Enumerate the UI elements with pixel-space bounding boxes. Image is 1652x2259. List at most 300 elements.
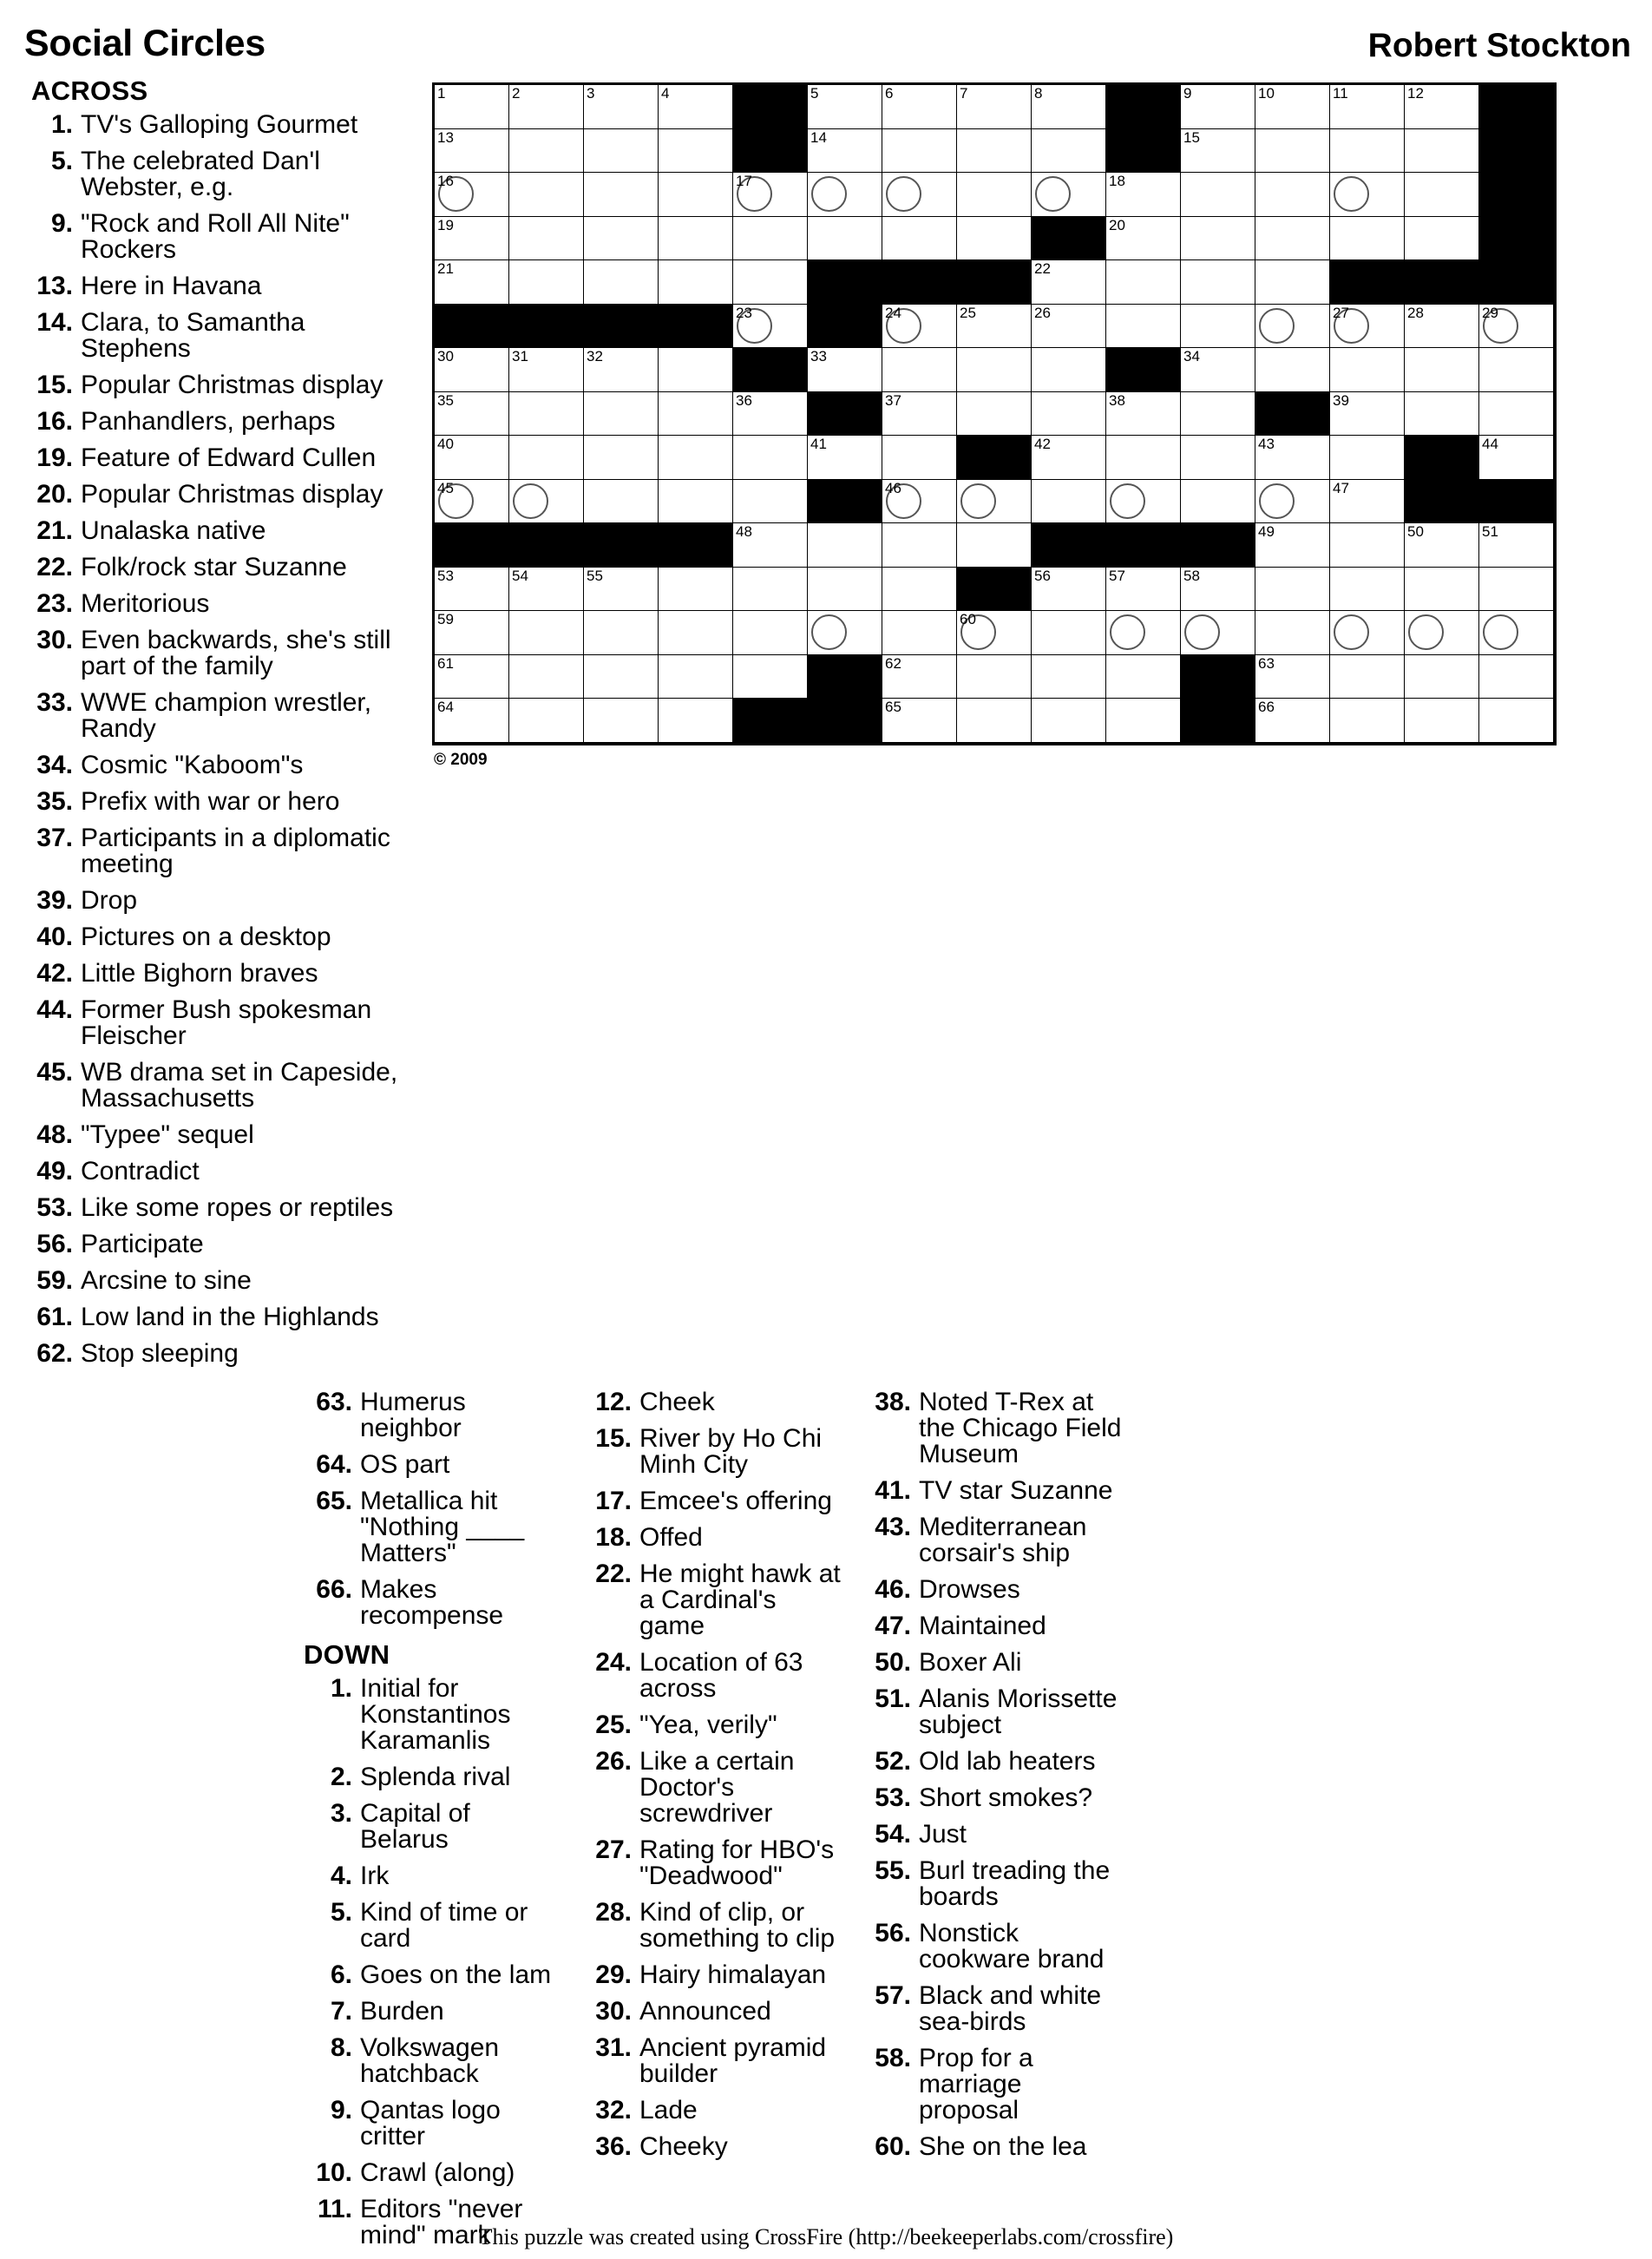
grid-cell[interactable] (957, 480, 1032, 524)
grid-cell[interactable] (733, 436, 808, 480)
grid-cell[interactable] (435, 436, 509, 480)
grid-cell[interactable] (1405, 699, 1479, 743)
grid-cell-number: 45 (437, 479, 454, 496)
grid-cell[interactable] (733, 655, 808, 699)
grid-cell[interactable] (509, 85, 584, 129)
clue-text: OS part (360, 1450, 450, 1479)
grid-cell[interactable] (1032, 568, 1106, 612)
grid-cell[interactable] (659, 260, 733, 305)
grid-cell[interactable] (1405, 611, 1479, 655)
grid-cell[interactable] (882, 611, 957, 655)
clue-text: "Rock and Roll All Nite" Rockers (81, 209, 350, 264)
grid-cell[interactable] (1405, 217, 1479, 261)
grid-cell-number: 30 (437, 348, 454, 364)
grid-cell[interactable] (1330, 129, 1405, 174)
clue-item (862, 1613, 1123, 1639)
clue-item (583, 1389, 843, 1415)
grid-cell[interactable] (957, 129, 1032, 174)
grid-cell-block (957, 568, 1032, 612)
grid-cell-block (1405, 480, 1479, 524)
grid-cell-number: 42 (1034, 436, 1051, 452)
grid-cell-block (435, 305, 509, 349)
grid-cell[interactable] (1255, 305, 1330, 349)
grid-cell[interactable] (957, 173, 1032, 217)
grid-cell[interactable] (1255, 699, 1330, 743)
grid-cell-number: 56 (1034, 567, 1051, 584)
clue-item (583, 2098, 843, 2124)
grid-cell[interactable] (509, 568, 584, 612)
grid-cell[interactable] (1181, 217, 1255, 261)
grid-cell[interactable] (584, 85, 659, 129)
grid-cell[interactable] (882, 217, 957, 261)
grid-cell[interactable] (1330, 568, 1405, 612)
circle-marker-icon (1259, 308, 1295, 344)
clue-text: Nonstick cookware brand (919, 1919, 1105, 1973)
grid-cell-block (808, 699, 882, 743)
grid-cell[interactable] (1405, 85, 1479, 129)
grid-cell[interactable] (1330, 699, 1405, 743)
grid-cell[interactable] (1255, 480, 1330, 524)
grid-cell[interactable] (1255, 568, 1330, 612)
grid-cell[interactable] (1405, 392, 1479, 437)
grid-cell[interactable] (435, 699, 509, 743)
grid-cell-number: 24 (885, 304, 901, 321)
clue-number: 61. (36, 1303, 73, 1331)
grid-cell-block (1479, 260, 1554, 305)
grid-cell[interactable] (1405, 348, 1479, 392)
grid-cell[interactable] (584, 480, 659, 524)
grid-cell-number: 47 (1333, 479, 1349, 496)
grid-cell[interactable] (1479, 655, 1554, 699)
clue-text: Black and white sea-birds (919, 1981, 1102, 2036)
clue-text: Kind of time or card (360, 1898, 528, 1953)
grid-cell[interactable] (584, 568, 659, 612)
grid-cell[interactable] (1405, 523, 1479, 568)
grid-cell[interactable] (882, 348, 957, 392)
grid-cell[interactable] (882, 699, 957, 743)
grid-cell[interactable] (584, 699, 659, 743)
grid-cell[interactable] (659, 655, 733, 699)
grid-cell[interactable] (509, 480, 584, 524)
grid-cell[interactable] (1479, 568, 1554, 612)
grid-cell-block (1479, 480, 1554, 524)
grid-cell-number: 28 (1407, 304, 1424, 321)
clue-text: Crawl (along) (360, 2158, 515, 2187)
clue-text: Just (919, 1820, 967, 1849)
grid-cell[interactable] (1479, 392, 1554, 437)
grid-cell[interactable] (1032, 85, 1106, 129)
down-clue-list-1 (304, 1676, 564, 2249)
grid-cell[interactable] (1255, 217, 1330, 261)
grid-cell[interactable] (584, 436, 659, 480)
grid-cell[interactable] (659, 392, 733, 437)
grid-cell-block (509, 523, 584, 568)
grid-cell[interactable] (509, 348, 584, 392)
grid-cell[interactable] (1330, 523, 1405, 568)
grid-cell[interactable] (435, 348, 509, 392)
grid-cell[interactable] (1032, 305, 1106, 349)
grid-cell[interactable] (1106, 392, 1181, 437)
grid-cell[interactable] (1330, 436, 1405, 480)
grid-cell-block (1032, 523, 1106, 568)
grid-cell[interactable] (1479, 523, 1554, 568)
clue-item (583, 1525, 843, 1551)
grid-cell[interactable] (509, 173, 584, 217)
grid-cell[interactable] (733, 260, 808, 305)
clue-text: Unalaska native (81, 516, 266, 545)
grid-cell-block (882, 260, 957, 305)
grid-cell[interactable] (1181, 260, 1255, 305)
grid-cell[interactable] (1405, 129, 1479, 174)
grid-cell[interactable] (733, 217, 808, 261)
grid-cell[interactable] (584, 348, 659, 392)
circle-marker-icon (1184, 614, 1220, 650)
grid-cell[interactable] (1255, 85, 1330, 129)
clue-item (24, 555, 416, 581)
clue-text: Popular Christmas display (81, 480, 384, 509)
grid-cell[interactable] (1106, 173, 1181, 217)
grid-cell[interactable] (1330, 480, 1405, 524)
clue-number: 9. (330, 2096, 352, 2124)
grid-cell-block (1181, 699, 1255, 743)
grid-cell[interactable] (1181, 348, 1255, 392)
grid-cell[interactable] (659, 173, 733, 217)
clue-item (583, 1488, 843, 1514)
clue-number: 15. (595, 1424, 632, 1453)
across-heading: ACROSS (31, 76, 148, 106)
author-name: Robert Stockton (1367, 27, 1631, 64)
grid-cell[interactable] (1032, 436, 1106, 480)
grid-cell[interactable] (957, 655, 1032, 699)
grid-cell[interactable] (1405, 173, 1479, 217)
clue-text: Contradict (81, 1157, 200, 1185)
clue-text: Hairy himalayan (639, 1960, 827, 1989)
grid-cell[interactable] (1106, 260, 1181, 305)
clue-item (304, 1999, 564, 2025)
grid-cell[interactable] (1255, 260, 1330, 305)
grid-cell-number: 29 (1482, 304, 1498, 321)
grid-cell[interactable] (882, 436, 957, 480)
grid-cell[interactable] (957, 348, 1032, 392)
grid-cell[interactable] (509, 260, 584, 305)
grid-cell[interactable] (808, 611, 882, 655)
grid-cell[interactable] (1330, 173, 1405, 217)
clue-number: 18. (595, 1523, 632, 1552)
grid-cell[interactable] (1181, 611, 1255, 655)
grid-cell[interactable] (435, 655, 509, 699)
clue-item (862, 1478, 1123, 1504)
grid-cell-block (1479, 85, 1554, 129)
grid-cell[interactable] (1255, 173, 1330, 217)
grid-cell[interactable] (435, 568, 509, 612)
grid-cell[interactable] (435, 611, 509, 655)
clue-number: 11. (317, 2195, 352, 2223)
grid-cell[interactable] (808, 217, 882, 261)
grid-cell[interactable] (509, 611, 584, 655)
grid-cell[interactable] (1405, 655, 1479, 699)
grid-cell[interactable] (957, 305, 1032, 349)
grid-cell[interactable] (1181, 85, 1255, 129)
grid-cell[interactable] (882, 85, 957, 129)
clue-text: Kind of clip, or something to clip (639, 1898, 836, 1953)
clue-item (24, 518, 416, 544)
clue-number: 10. (316, 2158, 352, 2187)
circle-marker-icon (811, 176, 847, 212)
grid-cell-number: 61 (437, 654, 454, 672)
clue-text: Emcee's offering (639, 1487, 832, 1515)
grid-cell[interactable] (659, 480, 733, 524)
grid-cell[interactable] (1106, 436, 1181, 480)
grid-cell-number: 36 (736, 391, 752, 409)
grid-cell[interactable] (584, 217, 659, 261)
grid-cell[interactable] (882, 392, 957, 437)
grid-cell[interactable] (1032, 392, 1106, 437)
grid-cell[interactable] (1181, 436, 1255, 480)
grid-cell[interactable] (584, 260, 659, 305)
clue-item (24, 961, 416, 987)
grid-cell[interactable] (808, 85, 882, 129)
clue-text: "Typee" sequel (81, 1120, 254, 1149)
grid-cell[interactable] (659, 85, 733, 129)
grid-cell-block (733, 129, 808, 174)
grid-cell-number: 34 (1183, 348, 1200, 364)
grid-cell[interactable] (1255, 348, 1330, 392)
clue-item (862, 1577, 1123, 1603)
grid-cell[interactable] (1479, 436, 1554, 480)
clue-text: He might hawk at a Cardinal's game (639, 1560, 841, 1640)
grid-cell[interactable] (1032, 260, 1106, 305)
grid-cell[interactable] (509, 217, 584, 261)
clue-item (24, 752, 416, 778)
grid-cell[interactable] (1405, 568, 1479, 612)
grid-cell[interactable] (1032, 480, 1106, 524)
clue-item (583, 1962, 843, 1988)
footer-note: This puzzle was created using CrossFire (http://beekeeperlabs.com/crossfire) (478, 2224, 1174, 2249)
grid-cell[interactable] (435, 480, 509, 524)
grid-cell[interactable] (1330, 305, 1405, 349)
grid-cell[interactable] (1405, 305, 1479, 349)
clue-text: Meritorious (81, 589, 210, 618)
clue-text: Drowses (919, 1575, 1020, 1604)
top-area (0, 70, 1652, 1377)
grid-cell[interactable] (1330, 85, 1405, 129)
grid-cell[interactable] (957, 85, 1032, 129)
grid-cell[interactable] (435, 217, 509, 261)
grid-cell[interactable] (733, 173, 808, 217)
grid-cell[interactable] (435, 173, 509, 217)
clue-item (24, 789, 416, 815)
clue-column-4 (862, 1389, 1123, 2259)
grid-cell[interactable] (584, 611, 659, 655)
grid-cell[interactable] (733, 392, 808, 437)
clue-number: 65. (316, 1487, 352, 1515)
grid-cell[interactable] (1181, 392, 1255, 437)
grid-cell-number: 17 (736, 173, 752, 189)
clue-text: Feature of Edward Cullen (81, 443, 377, 472)
grid-cell[interactable] (509, 436, 584, 480)
grid-cell[interactable] (509, 129, 584, 174)
clue-number: 3. (330, 1799, 352, 1828)
grid-cell[interactable] (659, 217, 733, 261)
grid-cell[interactable] (1330, 217, 1405, 261)
grid-cell[interactable] (1032, 348, 1106, 392)
grid-cell[interactable] (659, 568, 733, 612)
grid-cell[interactable] (957, 392, 1032, 437)
clue-number: 66. (316, 1575, 352, 1604)
grid-cell[interactable] (1479, 348, 1554, 392)
grid-cell[interactable] (1032, 129, 1106, 174)
grid-cell[interactable] (1032, 699, 1106, 743)
grid-cell-number: 44 (1482, 436, 1498, 452)
grid-cell[interactable] (1330, 392, 1405, 437)
grid-cell[interactable] (435, 85, 509, 129)
clue-item (304, 1676, 564, 1754)
grid-cell[interactable] (1106, 480, 1181, 524)
grid-cell-block (1405, 260, 1479, 305)
clue-item (24, 888, 416, 914)
grid-cell[interactable] (882, 173, 957, 217)
grid-cell[interactable] (1255, 611, 1330, 655)
grid-cell[interactable] (733, 523, 808, 568)
grid-cell[interactable] (882, 655, 957, 699)
grid-cell-number: 46 (885, 479, 901, 496)
grid-cell-number: 41 (810, 436, 827, 452)
clue-text: Like a certain Doctor's screwdriver (639, 1747, 795, 1828)
clue-number: 60. (875, 2132, 911, 2161)
grid-cell[interactable] (1106, 699, 1181, 743)
clue-item (583, 1712, 843, 1738)
grid-cell[interactable] (435, 392, 509, 437)
clue-text: TV star Suzanne (919, 1476, 1113, 1505)
grid-cell[interactable] (808, 436, 882, 480)
grid-cell[interactable] (957, 217, 1032, 261)
grid-cell[interactable] (509, 655, 584, 699)
grid-cell[interactable] (509, 699, 584, 743)
circle-marker-icon (1110, 483, 1145, 519)
grid-cell[interactable] (1181, 480, 1255, 524)
crossword-grid[interactable] (432, 82, 1557, 745)
grid-cell-number: 2 (512, 85, 521, 102)
clue-number: 55. (875, 1856, 911, 1885)
clue-number: 2. (330, 1763, 352, 1791)
grid-cell[interactable] (1106, 568, 1181, 612)
grid-cell-block (1479, 173, 1554, 217)
clue-text: Prop for a marriage proposal (919, 2044, 1033, 2124)
clue-item (304, 1900, 564, 1952)
clue-text: The celebrated Dan'l Webster, e.g. (81, 147, 320, 201)
clue-item (862, 1514, 1123, 1566)
grid-cell[interactable] (1106, 217, 1181, 261)
circle-marker-icon (1334, 614, 1369, 650)
grid-cell[interactable] (1255, 523, 1330, 568)
grid-cell[interactable] (1479, 699, 1554, 743)
grid-cell-number: 50 (1407, 523, 1424, 540)
grid-cell[interactable] (808, 173, 882, 217)
grid-cell-number: 7 (960, 85, 968, 102)
grid-cell[interactable] (808, 348, 882, 392)
grid-cell[interactable] (1255, 129, 1330, 174)
grid-cell[interactable] (1330, 611, 1405, 655)
grid-cell[interactable] (957, 611, 1032, 655)
clue-text: River by Ho Chi Minh City (639, 1424, 823, 1479)
grid-cell[interactable] (957, 699, 1032, 743)
grid-cell[interactable] (1479, 611, 1554, 655)
grid-cell[interactable] (1106, 611, 1181, 655)
grid-cell-block (808, 392, 882, 437)
grid-cell-block (957, 436, 1032, 480)
grid-cell[interactable] (882, 523, 957, 568)
clue-number: 13. (36, 272, 73, 300)
grid-cell[interactable] (733, 568, 808, 612)
grid-cell[interactable] (1479, 305, 1554, 349)
grid-cell[interactable] (882, 480, 957, 524)
grid-cell[interactable] (1032, 611, 1106, 655)
grid-cell[interactable] (659, 348, 733, 392)
grid-cell[interactable] (584, 173, 659, 217)
grid-cell[interactable] (1255, 655, 1330, 699)
clue-text: Capital of Belarus (360, 1799, 470, 1854)
page-title: Social Circles (24, 23, 266, 64)
clue-text: Lade (639, 2096, 698, 2124)
grid-cell[interactable] (1255, 436, 1330, 480)
grid-cell[interactable] (733, 611, 808, 655)
grid-cell[interactable] (882, 305, 957, 349)
grid-cell[interactable] (1330, 348, 1405, 392)
grid-cell[interactable] (435, 260, 509, 305)
grid-cell[interactable] (509, 392, 584, 437)
clue-number: 1. (50, 110, 73, 139)
clue-number: 25. (595, 1711, 632, 1739)
grid-cell[interactable] (733, 305, 808, 349)
clue-number: 56. (36, 1230, 73, 1258)
clue-number: 19. (36, 443, 73, 472)
grid-cell[interactable] (808, 568, 882, 612)
grid-cell-block (584, 523, 659, 568)
grid-cell[interactable] (1181, 129, 1255, 174)
grid-cell[interactable] (1330, 655, 1405, 699)
clue-text: She on the lea (919, 2132, 1087, 2161)
grid-cell-number: 53 (437, 567, 454, 584)
grid-cell[interactable] (584, 392, 659, 437)
grid-cell[interactable] (1106, 305, 1181, 349)
grid-cell-number: 43 (1258, 436, 1275, 452)
grid-cell[interactable] (1181, 568, 1255, 612)
grid-cell-block (733, 699, 808, 743)
grid-cell[interactable] (882, 129, 957, 174)
grid-cell[interactable] (1181, 173, 1255, 217)
grid-cell-number: 38 (1109, 391, 1125, 409)
grid-cell[interactable] (659, 699, 733, 743)
grid-cell-number: 65 (885, 699, 901, 715)
grid-cell[interactable] (584, 655, 659, 699)
grid-cell[interactable] (1106, 655, 1181, 699)
grid-cell[interactable] (659, 611, 733, 655)
grid-cell[interactable] (1032, 655, 1106, 699)
grid-cell[interactable] (733, 480, 808, 524)
grid-cell[interactable] (435, 129, 509, 174)
grid-cell[interactable] (882, 568, 957, 612)
clue-number: 28. (595, 1898, 632, 1927)
grid-cell[interactable] (957, 523, 1032, 568)
grid-cell[interactable] (659, 129, 733, 174)
grid-cell[interactable] (808, 129, 882, 174)
grid-cell[interactable] (1032, 173, 1106, 217)
grid-cell-block (1106, 523, 1181, 568)
grid-cell[interactable] (584, 129, 659, 174)
grid-cell[interactable] (659, 436, 733, 480)
grid-cell[interactable] (808, 523, 882, 568)
grid-cell[interactable] (1181, 305, 1255, 349)
